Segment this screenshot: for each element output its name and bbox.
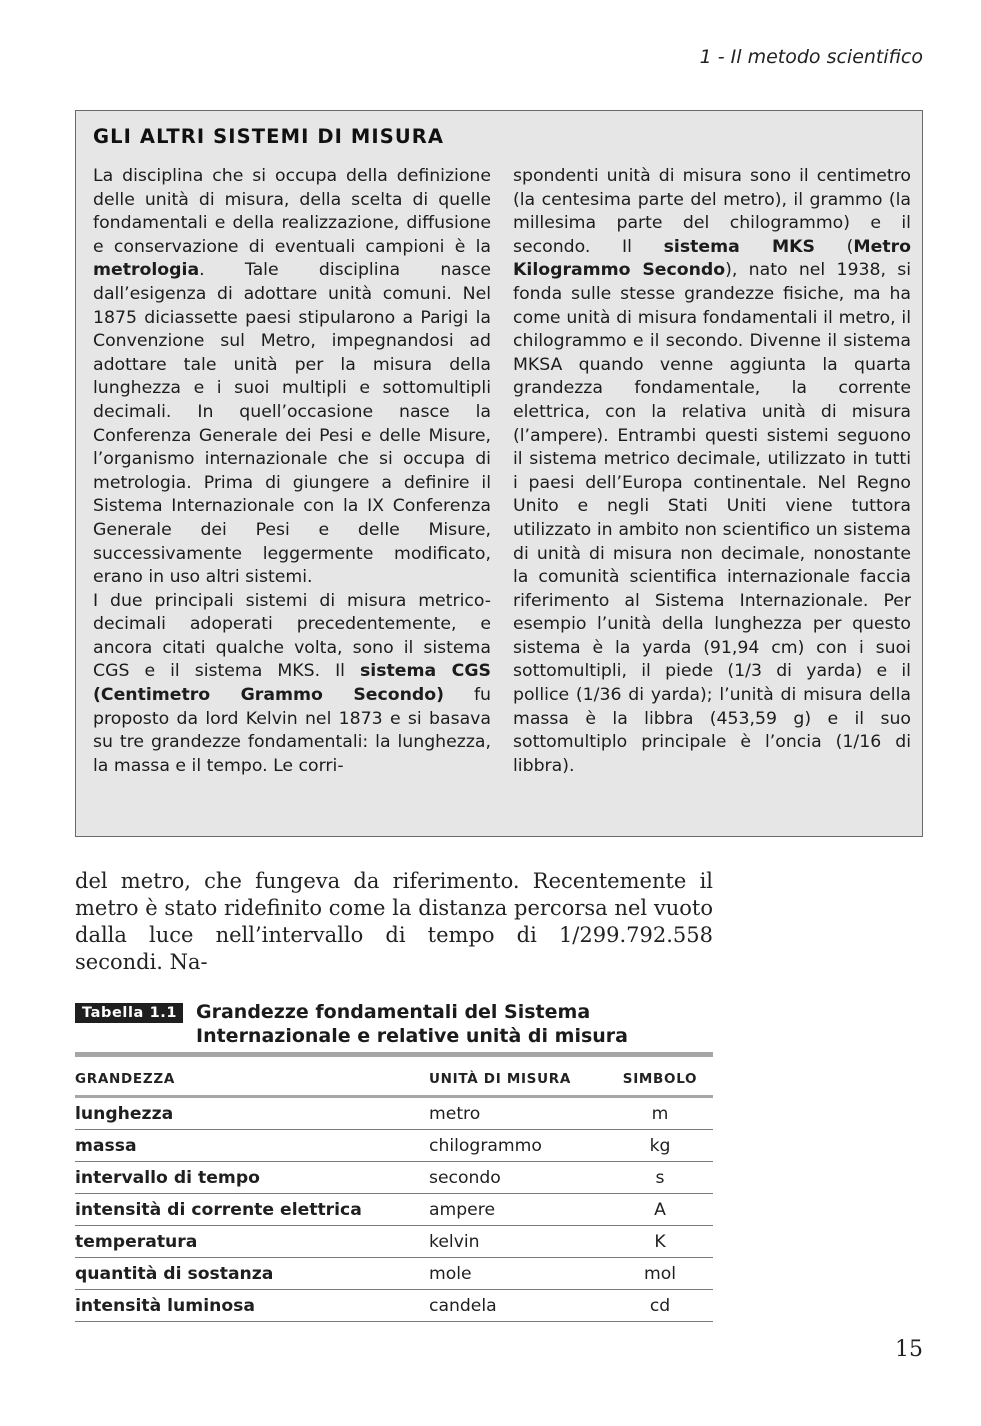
table-row	[75, 1194, 713, 1226]
header-grandezza: GRANDEZZA	[75, 1055, 429, 1097]
cell-simbolo: s	[607, 1162, 713, 1194]
cell-simbolo: mol	[607, 1258, 713, 1290]
cell-unita: kelvin	[429, 1226, 607, 1258]
table-header-row	[75, 1055, 713, 1097]
text-run: spondenti unità di misura sono il centimetro (la centesima parte del metro), il grammo (la millesima parte del chilogrammo) e il secondo. Il	[513, 166, 911, 257]
cell-unita: candela	[429, 1290, 607, 1322]
cell-simbolo: K	[607, 1226, 713, 1258]
cell-unita: secondo	[429, 1162, 607, 1194]
table-badge: Tabella 1.1	[75, 1003, 183, 1023]
table-row	[75, 1290, 713, 1322]
cell-simbolo: kg	[607, 1130, 713, 1162]
running-header: 1 - Il metodo scientifico	[699, 46, 923, 68]
table-row	[75, 1226, 713, 1258]
cell-grandezza: temperatura	[75, 1226, 429, 1258]
table-row	[75, 1162, 713, 1194]
bold-term: metrologia	[93, 260, 200, 281]
cell-simbolo: cd	[607, 1290, 713, 1322]
table-row	[75, 1130, 713, 1162]
cell-grandezza: massa	[75, 1130, 429, 1162]
cell-simbolo: m	[607, 1097, 713, 1130]
cell-grandezza: intensità di corrente elettrica	[75, 1194, 429, 1226]
info-box	[75, 110, 923, 837]
cell-grandezza: intervallo di tempo	[75, 1162, 429, 1194]
page-number: 15	[895, 1337, 923, 1362]
cell-unita: chilogrammo	[429, 1130, 607, 1162]
bold-term: sistema MKS	[663, 236, 815, 257]
cell-grandezza: intensità luminosa	[75, 1290, 429, 1322]
units-table	[75, 1052, 713, 1322]
box-paragraph	[93, 590, 491, 779]
box-title: GLI ALTRI SISTEMI DI MISURA	[93, 125, 445, 148]
box-paragraph	[513, 165, 911, 778]
body-text	[75, 868, 713, 976]
cell-grandezza: quantità di sostanza	[75, 1258, 429, 1290]
body-paragraph: del metro, che fungeva da riferimento. Recentemente il metro è stato ridefinito come la distanza percorsa nel vuoto dalla luce nell’intervallo di tempo di 1/299.792.558 secondi. Na-	[75, 869, 713, 974]
bold-term: Metro Kilogrammo Secondo	[513, 236, 911, 281]
table-row	[75, 1258, 713, 1290]
text-run: ), nato nel 1938, si fonda sulle stesse grandezze fisiche, ma ha come unità di misura fondamentali il metro, il chilogrammo e il secondo. Divenne il sistema MKSA quando venne aggiunta la quarta grandezza fondamentale, la corrente elettrica, con la relativa unità di misura (l’ampere). Entrambi questi sistemi seguono il sistema metrico decimale, utilizzato in tutti i paesi dell’Europa continentale. Nel Regno Unito e negli Stati Uniti viene tuttora utilizzato in ambito non scientifico un sistema di unità di misura non decimale, nonostante la comunità scientifica internazionale faccia riferimento al Sistema Internazionale. Per esempio l’unità della lunghezza per questo sistema è la yarda (91,94 cm) con i suoi sottomultipli, il piede (1/3 di yarda) e il pollice (1/36 di yarda); l’unità di misura della massa è la libbra (453,59 g) e il suo sottomultiplo principale è l’oncia (1/16 di libbra).	[513, 260, 911, 776]
table-title: Grandezze fondamentali del Sistema Internazionale e relative unità di misura	[196, 1001, 628, 1047]
box-column-right	[513, 165, 911, 778]
text-run: (	[815, 236, 854, 257]
box-column-left	[93, 165, 491, 778]
text-run: fu proposto da lord Kelvin nel 1873 e si basava su tre grandezze fondamentali: la lunghezza, la massa e il tempo. Le corri-	[93, 685, 492, 776]
cell-unita: mole	[429, 1258, 607, 1290]
cell-unita: ampere	[429, 1194, 607, 1226]
cell-grandezza: lunghezza	[75, 1097, 429, 1130]
table-row	[75, 1097, 713, 1130]
cell-simbolo: A	[607, 1194, 713, 1226]
header-simbolo: SIMBOLO	[607, 1055, 713, 1097]
cell-unita: metro	[429, 1097, 607, 1130]
bold-term: sistema CGS (Centimetro Grammo Secondo)	[93, 661, 491, 706]
header-unita: UNITÀ DI MISURA	[429, 1055, 607, 1097]
box-paragraph	[93, 165, 491, 590]
text-run: . Tale disciplina nasce dall’esigenza di adottare unità comuni. Nel 1875 diciassette paesi stipularono a Parigi la Convenzione sul Metro, impegnandosi ad adottare tale unità per la misura della lunghezza e i suoi multipli e sottomultipli decimali. In quell’occasione nasce la Conferenza Generale dei Pesi e delle Misure, l’organismo internazionale che si occupa di metrologia. Prima di giungere a definire il Sistema Internazionale con la IX Conferenza Generale dei Pesi e delle Misure, successivamente leggermente modificato, erano in uso altri sistemi.	[93, 260, 491, 588]
text-run: La disciplina che si occupa della definizione delle unità di misura, della scelta di quelle fondamentali e della realizzazione, diffusione e conservazione di eventuali campioni è la	[93, 166, 491, 257]
text-run: I due principali sistemi di misura metrico-decimali adoperati precedentemente, e ancora citati qualche volta, sono il sistema CGS e il sistema MKS. Il	[93, 590, 491, 682]
